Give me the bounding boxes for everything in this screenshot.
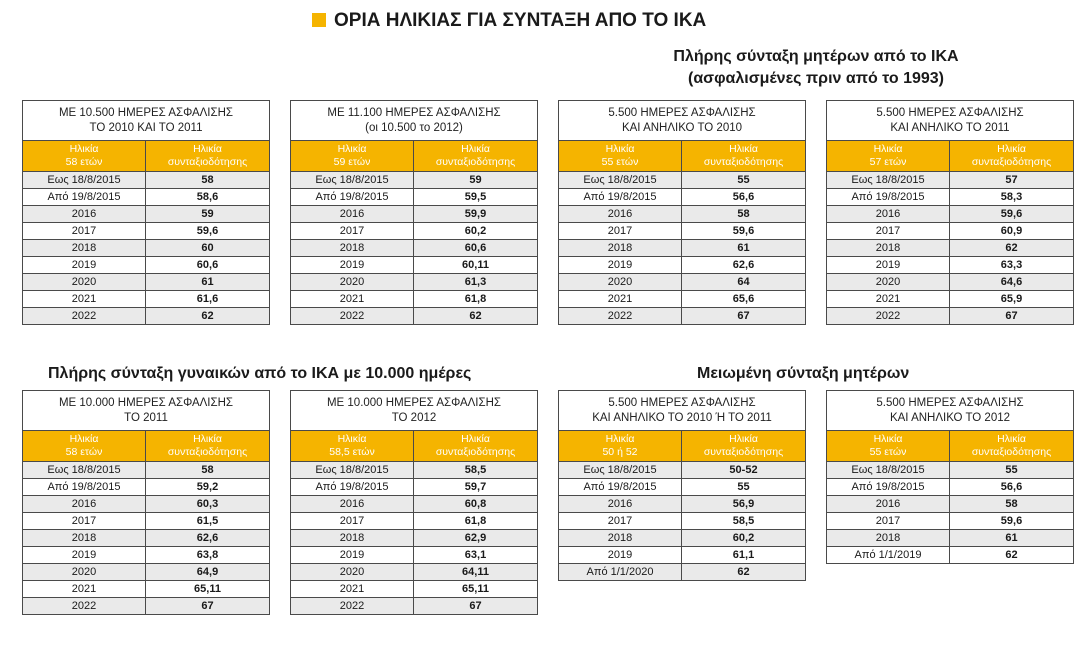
period-cell: Εως 18/8/2015 [827, 172, 950, 189]
age-cell: 60,9 [950, 223, 1074, 240]
caption-line2: (οι 10.500 το 2012) [365, 121, 463, 134]
table-row [291, 240, 538, 257]
header-age [827, 141, 950, 172]
table-row [827, 308, 1074, 325]
age-cell: 61,8 [414, 513, 538, 530]
header-retirement-sub: συνταξιοδότησης [703, 446, 784, 458]
table-row [23, 564, 270, 581]
period-cell: 2022 [291, 308, 414, 325]
table-10500-days-2010-2011 [22, 100, 270, 325]
age-cell: 65,11 [146, 581, 270, 598]
age-cell: 61,5 [146, 513, 270, 530]
period-cell: Εως 18/8/2015 [23, 172, 146, 189]
period-cell: 2020 [23, 274, 146, 291]
table-row [559, 496, 806, 513]
table-row [23, 257, 270, 274]
age-cell: 59 [414, 172, 538, 189]
caption-line1: ΜΕ 10.500 ΗΜΕΡΕΣ ΑΣΦΑΛΙΣΗΣ [58, 106, 234, 119]
table-row [291, 479, 538, 496]
age-cell: 61 [146, 274, 270, 291]
period-cell: 2016 [291, 206, 414, 223]
table-row [559, 223, 806, 240]
table-row [23, 598, 270, 615]
age-cell: 61,8 [414, 291, 538, 308]
table-row [291, 308, 538, 325]
header-age [559, 431, 682, 462]
header-age-value: 50 ή 52 [602, 446, 638, 458]
age-cell: 62,9 [414, 530, 538, 547]
table-row [291, 547, 538, 564]
header-retirement-label: Ηλικία [997, 143, 1026, 155]
header-age-value: 57 ετών [869, 156, 907, 168]
period-cell: 2020 [827, 274, 950, 291]
age-cell: 55 [682, 479, 806, 496]
header-age-value: 58,5 ετών [329, 446, 375, 458]
period-cell: 2019 [291, 547, 414, 564]
table-row [827, 223, 1074, 240]
period-cell: Εως 18/8/2015 [827, 462, 950, 479]
period-cell: 2019 [827, 257, 950, 274]
header-retirement-sub: συνταξιοδότησης [703, 156, 784, 168]
table-row [291, 530, 538, 547]
caption-line2: ΤΟ 2010 ΚΑΙ ΤΟ 2011 [89, 121, 203, 134]
page-title-text: ΟΡΙΑ ΗΛΙΚΙΑΣ ΓΙΑ ΣΥΝΤΑΞΗ ΑΠΟ ΤΟ ΙΚΑ [334, 10, 707, 31]
table-row [559, 274, 806, 291]
header-age-label: Ηλικία [69, 143, 99, 155]
age-cell: 61,3 [414, 274, 538, 291]
caption-line2: ΚΑΙ ΑΝΗΛΙΚΟ ΤΟ 2012 [889, 411, 1011, 424]
age-cell: 62 [146, 308, 270, 325]
table-row [559, 547, 806, 564]
header-age-label: Ηλικία [605, 143, 635, 155]
table-row [23, 462, 270, 479]
period-cell: 2018 [827, 240, 950, 257]
header-age-label: Ηλικία [69, 433, 99, 445]
age-cell: 61,6 [146, 291, 270, 308]
age-cell: 59,6 [950, 206, 1074, 223]
table-row [559, 240, 806, 257]
age-cell: 56,6 [950, 479, 1074, 496]
age-cell: 60,8 [414, 496, 538, 513]
caption-line1: ΜΕ 10.000 ΗΜΕΡΕΣ ΑΣΦΑΛΙΣΗΣ [58, 396, 234, 409]
age-cell: 56,9 [682, 496, 806, 513]
table-row [23, 547, 270, 564]
age-cell: 59,9 [414, 206, 538, 223]
header-age-value: 58 ετών [65, 156, 103, 168]
period-cell: 2017 [23, 513, 146, 530]
age-cell: 65,11 [414, 581, 538, 598]
age-cell: 62 [682, 564, 806, 581]
header-retirement-label: Ηλικία [461, 143, 490, 155]
age-cell: 60,2 [682, 530, 806, 547]
caption-line2: ΤΟ 2011 [124, 411, 168, 424]
period-cell: 2016 [827, 496, 950, 513]
period-cell: Εως 18/8/2015 [23, 462, 146, 479]
period-cell: Εως 18/8/2015 [291, 172, 414, 189]
header-age-value: 55 ετών [869, 446, 907, 458]
age-cell: 63,3 [950, 257, 1074, 274]
header-age-value: 55 ετών [601, 156, 639, 168]
mothers-reduced-heading: Μειωμένη σύνταξη μητέρων [697, 365, 910, 382]
page-title [312, 10, 706, 32]
table-mothers-minor-2010 [558, 100, 806, 325]
table-caption [291, 101, 538, 141]
table-caption [559, 101, 806, 141]
table-11100-days [290, 100, 538, 325]
header-age [23, 141, 146, 172]
age-cell: 59,5 [414, 189, 538, 206]
period-cell: 2019 [559, 547, 682, 564]
header-retirement-label: Ηλικία [193, 433, 222, 445]
header-retirement-age [146, 431, 270, 462]
table-row [827, 479, 1074, 496]
header-age-value: 58 ετών [65, 446, 103, 458]
table-caption [23, 391, 270, 431]
table-row [291, 496, 538, 513]
age-cell: 67 [146, 598, 270, 615]
table-row [827, 206, 1074, 223]
period-cell: 2021 [559, 291, 682, 308]
period-cell: Από 19/8/2015 [827, 479, 950, 496]
table-row [827, 189, 1074, 206]
table-row [827, 257, 1074, 274]
period-cell: 2017 [827, 513, 950, 530]
header-age-label: Ηλικία [337, 433, 367, 445]
mothers-full-heading-line1: Πλήρης σύνταξη μητέρων από το ΙΚΑ [673, 48, 959, 65]
age-cell: 60,2 [414, 223, 538, 240]
caption-line2: ΚΑΙ ΑΝΗΛΙΚΟ ΤΟ 2010 [621, 121, 743, 134]
table-row [291, 291, 538, 308]
caption-line2: ΚΑΙ ΑΝΗΛΙΚΟ ΤΟ 2010 Ή ΤΟ 2011 [592, 411, 772, 424]
period-cell: 2020 [23, 564, 146, 581]
header-age [559, 141, 682, 172]
age-cell: 60,3 [146, 496, 270, 513]
table-row [559, 189, 806, 206]
table-caption [291, 391, 538, 431]
period-cell: Από 19/8/2015 [291, 189, 414, 206]
age-cell: 59,6 [682, 223, 806, 240]
table-row [291, 172, 538, 189]
period-cell: 2017 [23, 223, 146, 240]
table-caption [827, 101, 1074, 141]
period-cell: 2022 [827, 308, 950, 325]
table-row [291, 189, 538, 206]
age-cell: 59,6 [146, 223, 270, 240]
header-age-label: Ηλικία [337, 143, 367, 155]
table-row [827, 291, 1074, 308]
table-caption [559, 391, 806, 431]
age-cell: 60,11 [414, 257, 538, 274]
table-row [827, 496, 1074, 513]
age-cell: 60,6 [146, 257, 270, 274]
period-cell: 2017 [291, 513, 414, 530]
period-cell: 2020 [291, 274, 414, 291]
table-row [291, 513, 538, 530]
period-cell: Από 19/8/2015 [559, 189, 682, 206]
period-cell: Εως 18/8/2015 [559, 172, 682, 189]
age-cell: 58 [682, 206, 806, 223]
header-retirement-age [414, 141, 538, 172]
age-cell: 61 [950, 530, 1074, 547]
table-row [559, 530, 806, 547]
table-row [23, 274, 270, 291]
table-row [291, 274, 538, 291]
table-row [291, 564, 538, 581]
age-cell: 59,6 [950, 513, 1074, 530]
period-cell: 2018 [291, 240, 414, 257]
period-cell: Από 19/8/2015 [827, 189, 950, 206]
table-row [559, 479, 806, 496]
table-row [291, 581, 538, 598]
table-row [559, 291, 806, 308]
header-age [23, 431, 146, 462]
table-row [23, 172, 270, 189]
header-retirement-sub: συνταξιοδότησης [971, 156, 1052, 168]
age-cell: 61 [682, 240, 806, 257]
age-cell: 67 [414, 598, 538, 615]
table-mothers-minor-2011 [826, 100, 1074, 325]
period-cell: 2019 [559, 257, 682, 274]
table-row [827, 530, 1074, 547]
table-row [291, 206, 538, 223]
period-cell: Από 1/1/2019 [827, 547, 950, 564]
header-age [291, 141, 414, 172]
table-row [827, 240, 1074, 257]
period-cell: Από 19/8/2015 [291, 479, 414, 496]
age-cell: 50-52 [682, 462, 806, 479]
period-cell: 2022 [23, 598, 146, 615]
age-cell: 58 [146, 172, 270, 189]
header-retirement-age [414, 431, 538, 462]
header-age [291, 431, 414, 462]
age-cell: 62 [950, 547, 1074, 564]
period-cell: 2016 [559, 206, 682, 223]
header-retirement-label: Ηλικία [729, 143, 758, 155]
period-cell: 2018 [827, 530, 950, 547]
table-row [827, 172, 1074, 189]
table-row [559, 308, 806, 325]
table-row [23, 581, 270, 598]
header-retirement-age [950, 141, 1074, 172]
age-cell: 59,2 [146, 479, 270, 496]
period-cell: 2020 [559, 274, 682, 291]
age-cell: 55 [950, 462, 1074, 479]
age-cell: 62,6 [146, 530, 270, 547]
table-row [291, 257, 538, 274]
age-cell: 64,11 [414, 564, 538, 581]
period-cell: 2022 [291, 598, 414, 615]
header-retirement-age [682, 141, 806, 172]
table-reduced-minor-2010-2011 [558, 390, 806, 581]
period-cell: Από 19/8/2015 [23, 189, 146, 206]
header-age-label: Ηλικία [873, 433, 903, 445]
table-row [23, 189, 270, 206]
table-row [23, 513, 270, 530]
age-cell: 58,5 [414, 462, 538, 479]
period-cell: 2017 [827, 223, 950, 240]
caption-line1: ΜΕ 10.000 ΗΜΕΡΕΣ ΑΣΦΑΛΙΣΗΣ [326, 396, 502, 409]
table-row [23, 496, 270, 513]
caption-line1: 5.500 ΗΜΕΡΕΣ ΑΣΦΑΛΙΣΗΣ [876, 396, 1024, 409]
table-10000-days-2012 [290, 390, 538, 615]
period-cell: 2022 [23, 308, 146, 325]
table-row [23, 479, 270, 496]
period-cell: 2019 [23, 257, 146, 274]
period-cell: Εως 18/8/2015 [291, 462, 414, 479]
table-caption [23, 101, 270, 141]
age-cell: 67 [682, 308, 806, 325]
period-cell: 2018 [559, 530, 682, 547]
period-cell: Εως 18/8/2015 [559, 462, 682, 479]
age-cell: 59 [146, 206, 270, 223]
age-cell: 64,6 [950, 274, 1074, 291]
period-cell: 2019 [291, 257, 414, 274]
period-cell: 2021 [291, 291, 414, 308]
age-cell: 58 [146, 462, 270, 479]
header-retirement-age [146, 141, 270, 172]
age-cell: 58,3 [950, 189, 1074, 206]
period-cell: 2018 [23, 240, 146, 257]
caption-line2: ΤΟ 2012 [391, 411, 437, 424]
table-row [559, 257, 806, 274]
period-cell: 2016 [827, 206, 950, 223]
table-row [291, 462, 538, 479]
table-row [559, 462, 806, 479]
age-cell: 58,5 [682, 513, 806, 530]
table-row [827, 547, 1074, 564]
table-row [827, 462, 1074, 479]
age-cell: 55 [682, 172, 806, 189]
header-retirement-sub: συνταξιοδότησης [435, 446, 516, 458]
age-cell: 60,6 [414, 240, 538, 257]
header-retirement-sub: συνταξιοδότησης [435, 156, 516, 168]
header-retirement-label: Ηλικία [461, 433, 490, 445]
period-cell: 2020 [291, 564, 414, 581]
period-cell: 2021 [827, 291, 950, 308]
period-cell: Από 19/8/2015 [559, 479, 682, 496]
age-cell: 62 [414, 308, 538, 325]
caption-line2: ΚΑΙ ΑΝΗΛΙΚΟ ΤΟ 2011 [890, 121, 1010, 134]
period-cell: 2021 [291, 581, 414, 598]
table-row [23, 291, 270, 308]
caption-line1: 5.500 ΗΜΕΡΕΣ ΑΣΦΑΛΙΣΗΣ [608, 106, 756, 119]
age-cell: 65,9 [950, 291, 1074, 308]
header-age [827, 431, 950, 462]
table-reduced-minor-2012 [826, 390, 1074, 564]
age-cell: 67 [950, 308, 1074, 325]
table-row [559, 206, 806, 223]
mothers-full-heading [632, 46, 1000, 90]
period-cell: 2019 [23, 547, 146, 564]
table-row [23, 206, 270, 223]
period-cell: 2016 [291, 496, 414, 513]
header-age-label: Ηλικία [873, 143, 903, 155]
age-cell: 58,6 [146, 189, 270, 206]
period-cell: 2017 [291, 223, 414, 240]
table-row [827, 274, 1074, 291]
table-row [559, 564, 806, 581]
age-cell: 63,8 [146, 547, 270, 564]
header-retirement-sub: συνταξιοδότησης [971, 446, 1052, 458]
period-cell: 2016 [559, 496, 682, 513]
caption-line1: 5.500 ΗΜΕΡΕΣ ΑΣΦΑΛΙΣΗΣ [876, 106, 1024, 119]
header-retirement-label: Ηλικία [729, 433, 758, 445]
header-retirement-sub: συνταξιοδότησης [167, 446, 248, 458]
period-cell: 2021 [23, 291, 146, 308]
age-cell: 63,1 [414, 547, 538, 564]
header-retirement-age [682, 431, 806, 462]
period-cell: 2016 [23, 496, 146, 513]
period-cell: 2017 [559, 223, 682, 240]
table-caption [827, 391, 1074, 431]
mothers-full-heading-line2: (ασφαλισμένες πριν από το 1993) [687, 70, 945, 87]
table-row [23, 240, 270, 257]
age-cell: 59,7 [414, 479, 538, 496]
table-row [827, 513, 1074, 530]
period-cell: 2022 [559, 308, 682, 325]
period-cell: Από 1/1/2020 [559, 564, 682, 581]
table-row [559, 513, 806, 530]
period-cell: Από 19/8/2015 [23, 479, 146, 496]
header-age-value: 59 ετών [333, 156, 371, 168]
period-cell: 2017 [559, 513, 682, 530]
table-row [23, 223, 270, 240]
age-cell: 57 [950, 172, 1074, 189]
caption-line1: 5.500 ΗΜΕΡΕΣ ΑΣΦΑΛΙΣΗΣ [608, 396, 756, 409]
age-cell: 64,9 [146, 564, 270, 581]
table-10000-days-2011 [22, 390, 270, 615]
header-retirement-sub: συνταξιοδότησης [167, 156, 248, 168]
header-retirement-label: Ηλικία [997, 433, 1026, 445]
age-cell: 65,6 [682, 291, 806, 308]
table-row [23, 308, 270, 325]
period-cell: 2016 [23, 206, 146, 223]
period-cell: 2018 [291, 530, 414, 547]
age-cell: 61,1 [682, 547, 806, 564]
header-age-label: Ηλικία [605, 433, 635, 445]
table-row [559, 172, 806, 189]
header-retirement-label: Ηλικία [193, 143, 222, 155]
caption-line1: ΜΕ 11.100 ΗΜΕΡΕΣ ΑΣΦΑΛΙΣΗΣ [327, 106, 501, 119]
women-full-heading: Πλήρης σύνταξη γυναικών από το ΙΚΑ με 10.000 ημέρες [48, 365, 472, 382]
period-cell: 2021 [23, 581, 146, 598]
period-cell: 2018 [559, 240, 682, 257]
age-cell: 60 [146, 240, 270, 257]
age-cell: 62 [950, 240, 1074, 257]
age-cell: 56,6 [682, 189, 806, 206]
age-cell: 62,6 [682, 257, 806, 274]
period-cell: 2018 [23, 530, 146, 547]
title-square-icon [312, 13, 326, 27]
age-cell: 58 [950, 496, 1074, 513]
table-row [291, 598, 538, 615]
table-row [23, 530, 270, 547]
header-retirement-age [950, 431, 1074, 462]
age-cell: 64 [682, 274, 806, 291]
table-row [291, 223, 538, 240]
